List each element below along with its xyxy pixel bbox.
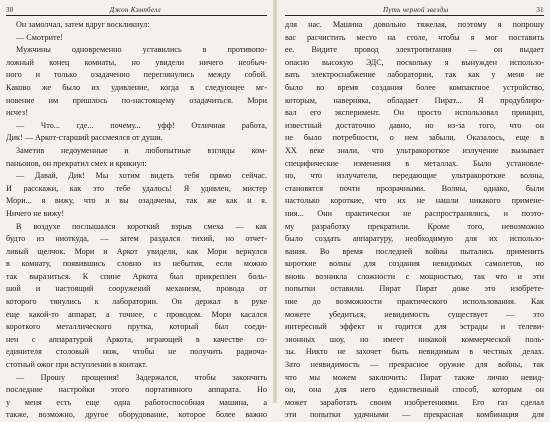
text-line: исчез! xyxy=(6,108,28,118)
text-line: вал его эксперимент. Он просто использовал принцип, xyxy=(285,108,544,118)
text-line: вновь возникла сложности с мощностью, так что и эти xyxy=(285,271,544,281)
right-page-number: 31 xyxy=(536,6,544,14)
right-page xyxy=(277,0,550,420)
text-line: — Что... где... почему... уфф! Отличная работа, xyxy=(16,120,267,130)
text-line: он, она для него единственный способ, которым он xyxy=(285,385,544,395)
text-line: Он замолчал, затем вдруг воскликнул: xyxy=(16,20,150,29)
text-line: му разработку прекратили. Кроме того, невозможно xyxy=(285,221,544,231)
text-line: паньонов, он прекратил смех и крикнул: xyxy=(6,158,147,168)
text-line: короткого металлического прутка, который был соеди- xyxy=(6,322,267,332)
text-line: которого тянулись к лаборатории. Он держал в руке xyxy=(6,297,267,307)
right-body-text xyxy=(285,19,544,422)
text-line: можете убедиться, невидимость существует — это xyxy=(285,309,544,319)
text-line: становятся почти прозрачными. Волны, однако, были xyxy=(285,183,544,193)
text-line: вания. Во время последней войны пытались применить xyxy=(285,246,544,256)
text-line: Дик! — Аркот-старший рассмеялся от души. xyxy=(6,133,163,143)
left-page-number: 30 xyxy=(6,6,14,14)
text-line: ного и только озадаченно переглянулись между собой. xyxy=(6,70,267,80)
text-line: было создать аппаратуру, необходимую для их использо- xyxy=(285,234,544,244)
text-line: Мужчины одновременно уставились в противопо- xyxy=(16,45,267,55)
text-line: для нас. Машина довольно тяжелая, поэтому я попрошу xyxy=(285,20,544,29)
text-line: В воздухе послышался короткий взрыв смеха — как xyxy=(16,221,267,231)
text-line: известный достаточно давно, но из-за того, что он xyxy=(285,120,544,130)
text-line: стотный ожог при вступлении в контакт. xyxy=(6,360,148,370)
text-line: опасно высокую ЭДС, поскольку я вынужден использо- xyxy=(285,57,544,67)
text-line: будто из ниоткуда, — затем раздался тихий, но отчет- xyxy=(6,234,267,244)
text-line: не было потребности, о нем забыли. Оказалось, еще в xyxy=(285,133,544,143)
text-line: так выразиться. К спине Аркота был прикреплен боль- xyxy=(6,271,267,281)
right-running-head xyxy=(285,3,544,16)
text-line: что мы можем заключить: Пират также лично невид- xyxy=(285,372,544,382)
text-line: нен с аппаратурой Аркота, играющей в качестве со- xyxy=(6,334,267,344)
text-line: — Прошу прощения! Задержался, чтобы закончить xyxy=(16,372,267,382)
text-line: вас расчистить место на столе, чтобы я мог поставить xyxy=(285,32,544,42)
text-line: XX веке знали, что ультракороткое излучение вызывает xyxy=(285,145,544,155)
text-line: зионных шоу, но имеет никакой коммерческой поль- xyxy=(285,334,544,344)
text-line: Каково же было их удивление, когда в следующее мг- xyxy=(6,82,267,92)
text-line: еще какой-то аппарат, а точнее, с проводом. Мори касался xyxy=(6,309,267,319)
left-running-head xyxy=(6,3,267,16)
text-line: Ничего не вижу! xyxy=(6,208,65,218)
text-line: ния... Они практически не распространялись, и поэто- xyxy=(285,208,544,218)
left-body-text xyxy=(6,19,267,422)
right-running-title: Путь черной звезды xyxy=(382,6,449,14)
text-line: последние настройки этого портативного аппарата. Но xyxy=(6,385,267,395)
text-line: единителя столовый нож, чтобы не получить радиоча- xyxy=(6,347,267,357)
text-line: короткие волны для создания невидимых самолетов, но xyxy=(285,259,544,269)
text-line: новение им пришлось по-настоящему озадачиться. Мори xyxy=(6,95,267,105)
text-line: интересный эффект и годится для эстрады и телеви- xyxy=(285,322,544,332)
text-line: Мори... я вижу, что и вы озадачены, так же как и я. xyxy=(6,196,267,206)
text-line: эти попытки удачными — прекрасная комбинация для xyxy=(285,410,544,420)
text-line: может заработать своим изобретениями. Его газ сделал xyxy=(285,397,544,407)
text-line: в комнату, появившись словно из небытия, если можно xyxy=(6,259,267,269)
text-line: но, что излучатели, передающие ультракороткие волны, xyxy=(285,171,544,181)
left-running-title: Джон Кэмпбелл xyxy=(109,6,161,14)
text-line: специфические изменения в металлах. Было установле- xyxy=(285,158,544,168)
text-line: ние до возможности практического использования. Как xyxy=(285,297,544,307)
text-line: настолько короткие, что их не нашли никакого примене- xyxy=(285,196,544,206)
text-line: вать электроснабжение лаборатории, так как у меня не xyxy=(285,70,544,80)
text-line: шой и настоящий сооружений механизм, провода от xyxy=(6,284,267,294)
text-line: — Давай, Дик! Мы хотим видеть тебя прямо сейчас. xyxy=(16,171,267,181)
text-line: — Смотрите! xyxy=(16,32,63,42)
text-line: Зато неявидимость — прекрасное оружие для войны, так xyxy=(285,360,544,370)
text-line: было во время создания более компактное устройство, xyxy=(285,82,544,92)
text-line: Заметив недоуменные и любопытные взгляды ком- xyxy=(16,145,267,155)
text-line: у меня есть еще одна работоспособная машина, а xyxy=(6,397,267,407)
text-line: ложный конец комнаты, но увидели ничего необыч- xyxy=(6,57,267,67)
text-line: которым, наверняка, обладает Пират... Я продублиро- xyxy=(285,95,544,105)
text-line: зы. Никто не захочет быть невидимым в честных делах. xyxy=(285,347,544,357)
text-line: попытки оставили. Пират Пират доже это изобрете- xyxy=(285,284,544,294)
left-page xyxy=(0,0,273,420)
text-line: также, возможно, другое оборудование, которое более важно xyxy=(6,410,267,420)
text-line: ее. Видите провод электропитания — он выдает xyxy=(285,45,544,55)
text-line: ливый щелчок. Мори и Аркот увидели, как Мори вернулся xyxy=(6,246,267,256)
text-line: И расскажи, как это тебе удалось! Я удивлен, мистер xyxy=(6,183,267,193)
